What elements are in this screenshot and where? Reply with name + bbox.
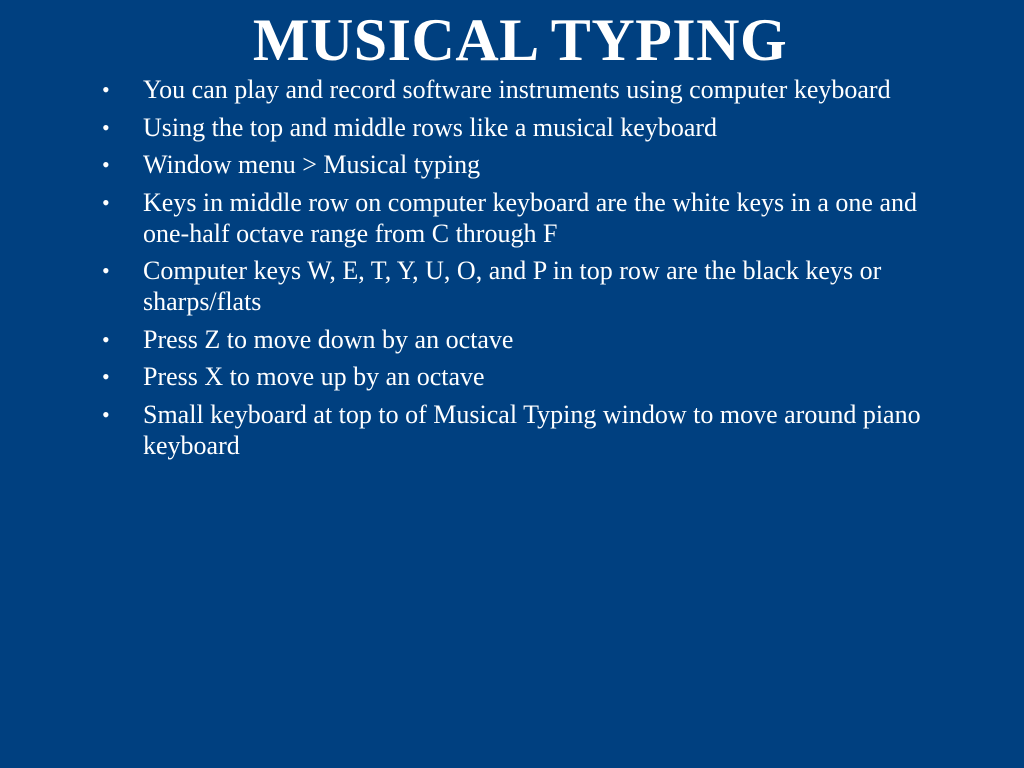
bullet-icon: • [102,258,110,283]
bullet-item [100,187,960,249]
bullet-item [100,361,960,392]
bullet-icon: • [102,114,110,140]
bullet-icon: • [102,189,110,215]
bullet-icon: • [102,152,110,177]
bullet-text: Keys in middle row on computer keyboard are the white keys in a one and one-half octave range from C through F [143,187,917,248]
bullet-item [100,149,960,180]
bullet-text: Press X to move up by an octave [143,362,485,391]
bullet-item [100,74,960,105]
bullet-item [100,112,960,143]
bullet-text: Computer keys W, E, T, Y, U, O, and P in top row are the black keys or sharps/flats [143,256,882,316]
bullet-text: Window menu > Musical typing [143,150,481,179]
bullet-icon: • [102,401,110,427]
bullet-item [100,324,960,355]
bullet-item [100,255,960,317]
bullet-icon: • [102,326,110,352]
bullet-text: Press Z to move down by an octave [143,324,514,354]
bullet-list [100,74,960,467]
bullet-icon: • [102,77,110,102]
bullet-icon: • [102,364,110,389]
slide-title: MUSICAL TYPING [252,7,788,73]
bullet-text: Small keyboard at top to of Musical Typing window to move around piano keyboard [143,399,921,460]
bullet-text: You can play and record software instruments using computer keyboard [143,75,891,104]
bullet-item [100,399,960,461]
bullet-text: Using the top and middle rows like a musical keyboard [143,112,718,142]
